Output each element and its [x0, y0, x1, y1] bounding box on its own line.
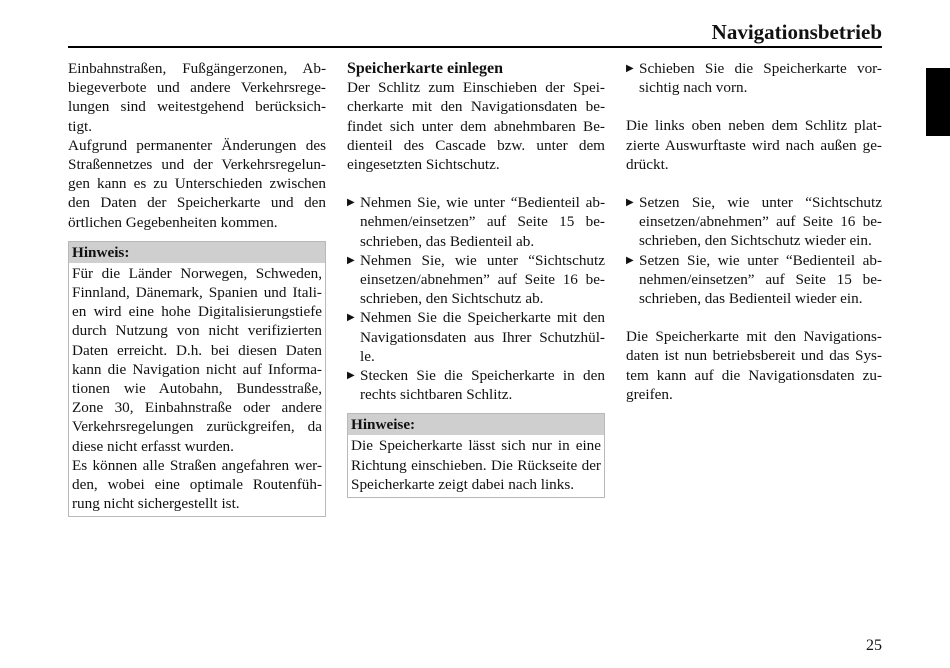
instruction-step: ▶ Stecken Sie die Speicherkarte in den rechts sichtbaren Schlitz. [347, 367, 605, 404]
note-body [348, 435, 604, 497]
arrow-bullet-icon: ▶ [626, 63, 634, 74]
instruction-step: ▶ Schieben Sie die Speicherkarte vor-sichtig nach vorn. [626, 60, 882, 97]
instruction-step: ▶ Nehmen Sie, wie unter “Sichtschutz einsetzen/abnehmen” auf Seite 16 be-schrieben, den Sichtschutz ab. [347, 251, 605, 308]
paragraph-changes: Aufgrund permanenter Änderungen des Straßennetzes und der Verkehrsregelun-gen kann es zu Unterschieden zwischen den Daten der Speicherkarte und den örtlichen Gegebenheiten kommen. [68, 136, 326, 231]
chapter-tab-marker [926, 68, 950, 136]
arrow-bullet-icon: ▶ [626, 197, 634, 209]
note-box-countries [68, 241, 326, 518]
note-paragraph-countries: Für die Länder Norwegen, Schweden, Finnland, Dänemark, Spanien und Itali-en wird eine hohe Digitalisierungstiefe durch Nutzung von nicht verifizierten Daten erreicht. D.h. bei diesen Daten kann die Navigation nicht auf Informa-tionen wie Autobahn, Bundesstraße, Zone 30, Einbahnstraße oder andere Verkehrsregelungen zurückgreifen, da diese nicht erfasst wurden. [72, 264, 322, 455]
page-number: 25 [866, 637, 882, 654]
column-right [626, 59, 882, 404]
section-heading-insert-card: Speicherkarte einlegen [347, 60, 503, 77]
arrow-bullet-icon: ▶ [347, 312, 355, 324]
note-body [69, 263, 325, 517]
paragraph-ready: Die Speicherkarte mit den Navigations-daten ist nun betriebsbereit und das Sys-tem kann auf die Navigationsdaten zu-greifen. [626, 328, 882, 403]
instruction-list [347, 193, 605, 404]
instruction-step: ▶ Setzen Sie, wie unter “Bedienteil ab-nehmen/einsetzen” auf Seite 15 be-schrieben, das Bedienteil wieder ein. [626, 251, 882, 308]
arrow-bullet-icon: ▶ [626, 254, 634, 266]
arrow-bullet-icon: ▶ [347, 254, 355, 266]
instruction-step: ▶ Nehmen Sie, wie unter “Bedienteil ab-nehmen/einsetzen” auf Seite 15 be-schrieben, das Bedienteil ab. [347, 194, 605, 250]
page-header [68, 20, 882, 48]
paragraph-road-rules: Einbahnstraßen, Fußgängerzonen, Ab-biegeverbote und andere Verkehrsrege-lungen sind weitestgehend berücksich-tigt. [68, 60, 326, 135]
paragraph-eject-button: Die links oben neben dem Schlitz plat-zierte Auswurftaste wird nach außen ge-drückt. [626, 117, 882, 173]
note-box-card-orientation [347, 413, 605, 498]
section-title: Navigationsbetrieb [711, 20, 882, 44]
column-left [68, 59, 326, 517]
instruction-list [626, 59, 882, 97]
instruction-list [626, 193, 882, 308]
instruction-step: ▶ Nehmen Sie die Speicherkarte mit den Navigationsdaten aus Ihrer Schutzhül-le. [347, 309, 605, 365]
note-paragraph-orientation: Die Speicherkarte lässt sich nur in eine Richtung einschieben. Die Rückseite der Speicherkarte zeigt dabei nach links. [351, 437, 601, 493]
note-title: Hinweis: [69, 242, 325, 263]
column-middle [347, 59, 605, 498]
note-title: Hinweise: [348, 414, 604, 435]
instruction-step: ▶ Setzen Sie, wie unter “Sichtschutz einsetzen/abnehmen” auf Seite 16 be-schrieben, den Sichtschutz wieder ein. [626, 194, 882, 250]
note-paragraph-routing: Es können alle Straßen angefahren wer-den, wobei eine optimale Routenfüh-rung nicht sichergestellt ist. [72, 456, 322, 513]
paragraph-slot-location: Der Schlitz zum Einschieben der Spei-cherkarte mit den Navigationsdaten be-findet sich unter dem abnehmbaren Be-dienteil des Cascade bzw. unter dem eingesetzten Sichtschutz. [347, 79, 605, 174]
arrow-bullet-icon: ▶ [347, 197, 355, 209]
arrow-bullet-icon: ▶ [347, 370, 355, 382]
